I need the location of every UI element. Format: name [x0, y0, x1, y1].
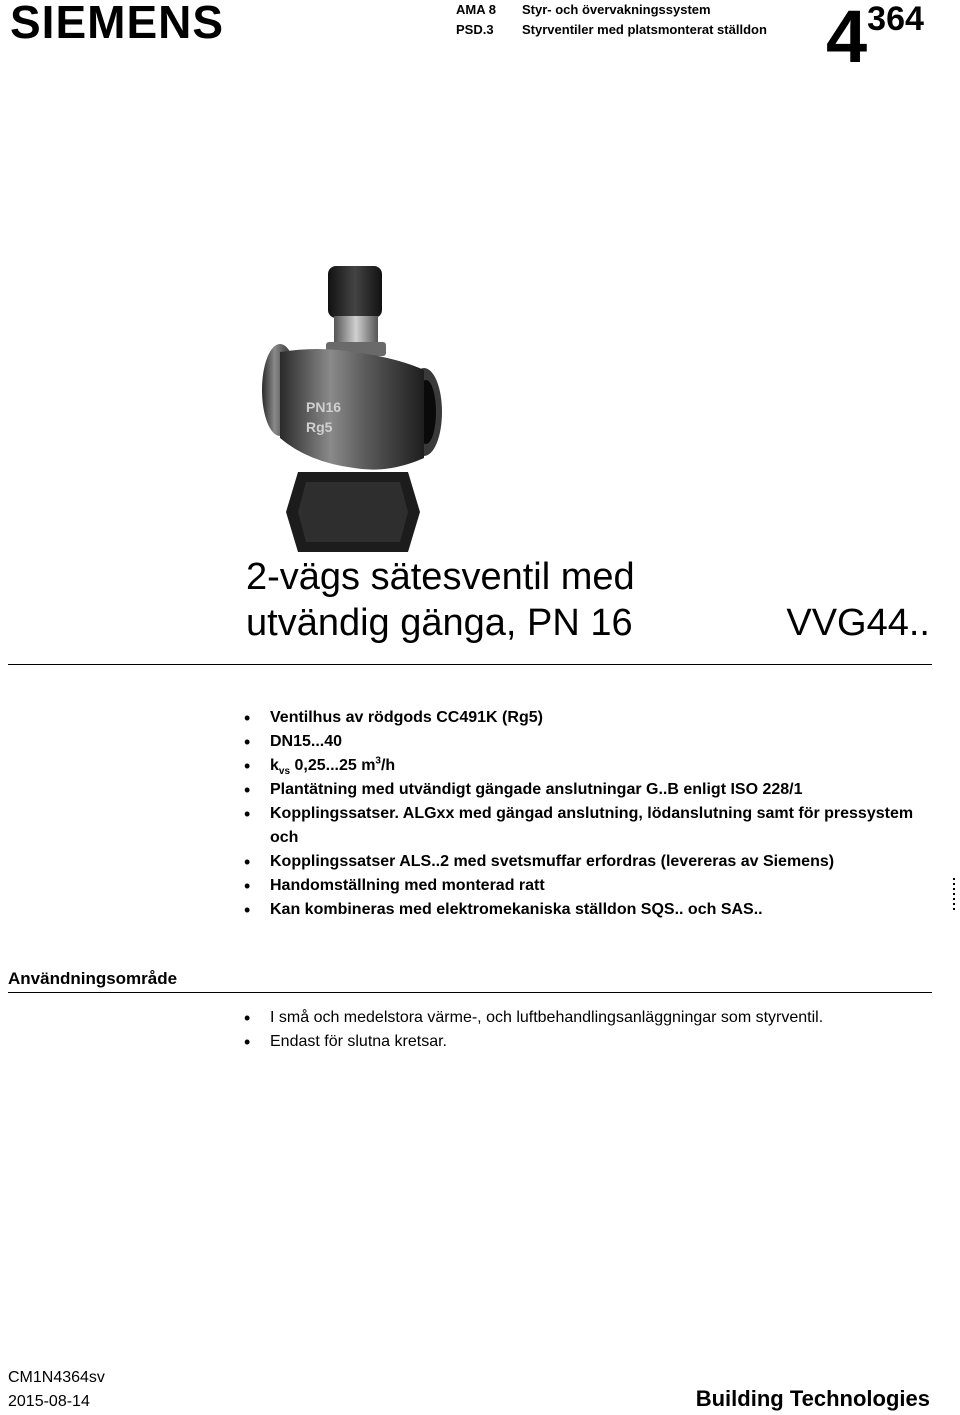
list-item [244, 754, 934, 778]
footer-document-code: CM1N4364sv [8, 1369, 105, 1386]
list-item: • Kopplingssatser ALS..2 med svetsmuffar erfordras (levereras av Siemens) [244, 850, 934, 874]
list-item: • Plantätning med utvändigt gängade anslutningar G..B enligt ISO 228/1 [244, 778, 934, 802]
list-item: • Kan kombineras med elektromekaniska ställdon SQS.. och SAS.. [244, 898, 934, 922]
title-divider [8, 664, 932, 665]
document-number-main: 4 [826, 0, 868, 78]
kvs-unit-exponent: 3 [375, 755, 381, 767]
margin-dots [953, 878, 955, 910]
valve-body [280, 349, 424, 470]
kvs-range: 0,25...25 m [290, 757, 376, 774]
body-marking-2: Rg5 [306, 419, 333, 435]
category-text: Styr- och övervakningssystem [522, 2, 711, 17]
psd-code: PSD.3 [456, 22, 494, 37]
model-number: VVG44.. [786, 602, 930, 644]
page-title-line1: 2-vägs sätesventil med [246, 556, 635, 598]
usage-heading: Användningsområde [8, 969, 178, 988]
list-item: • Endast för slutna kretsar. [244, 1030, 934, 1054]
footer-brand: Building Technologies [695, 1386, 930, 1411]
feature-list [244, 706, 934, 922]
list-item: • I små och medelstora värme-, och luftbehandlingsanläggningar som styrventil. [244, 1006, 934, 1030]
body-marking-1: PN16 [306, 399, 342, 415]
valve-stem [334, 316, 378, 346]
document-number-suffix: 364 [867, 0, 924, 38]
usage-list [244, 1006, 934, 1054]
handwheel-cap [328, 266, 382, 318]
page-title [246, 554, 635, 646]
list-item: • Kopplingssatser. ALGxx med gängad anslutning, lödanslutning samt för pressystem och [244, 802, 934, 850]
list-item: • Ventilhus av rödgods CC491K (Rg5) [244, 706, 934, 730]
page-title-line2: utvändig gänga, PN 16 [246, 602, 633, 644]
kvs-unit-suffix: /h [380, 757, 396, 774]
list-item: • Handomställning med monterad ratt [244, 874, 934, 898]
subcategory-text: Styrventiler med platsmonterat ställdon [522, 22, 767, 37]
footer-date: 2015-08-14 [8, 1393, 90, 1410]
document-number [826, 0, 924, 78]
kvs-symbol: k [270, 757, 279, 774]
valve-product-image [258, 262, 442, 558]
kvs-subscript: vs [278, 766, 291, 778]
ama-code: AMA 8 [456, 2, 496, 17]
usage-divider [8, 992, 932, 993]
list-item: • DN15...40 [244, 730, 934, 754]
siemens-logo: SIEMENS [10, 0, 225, 48]
